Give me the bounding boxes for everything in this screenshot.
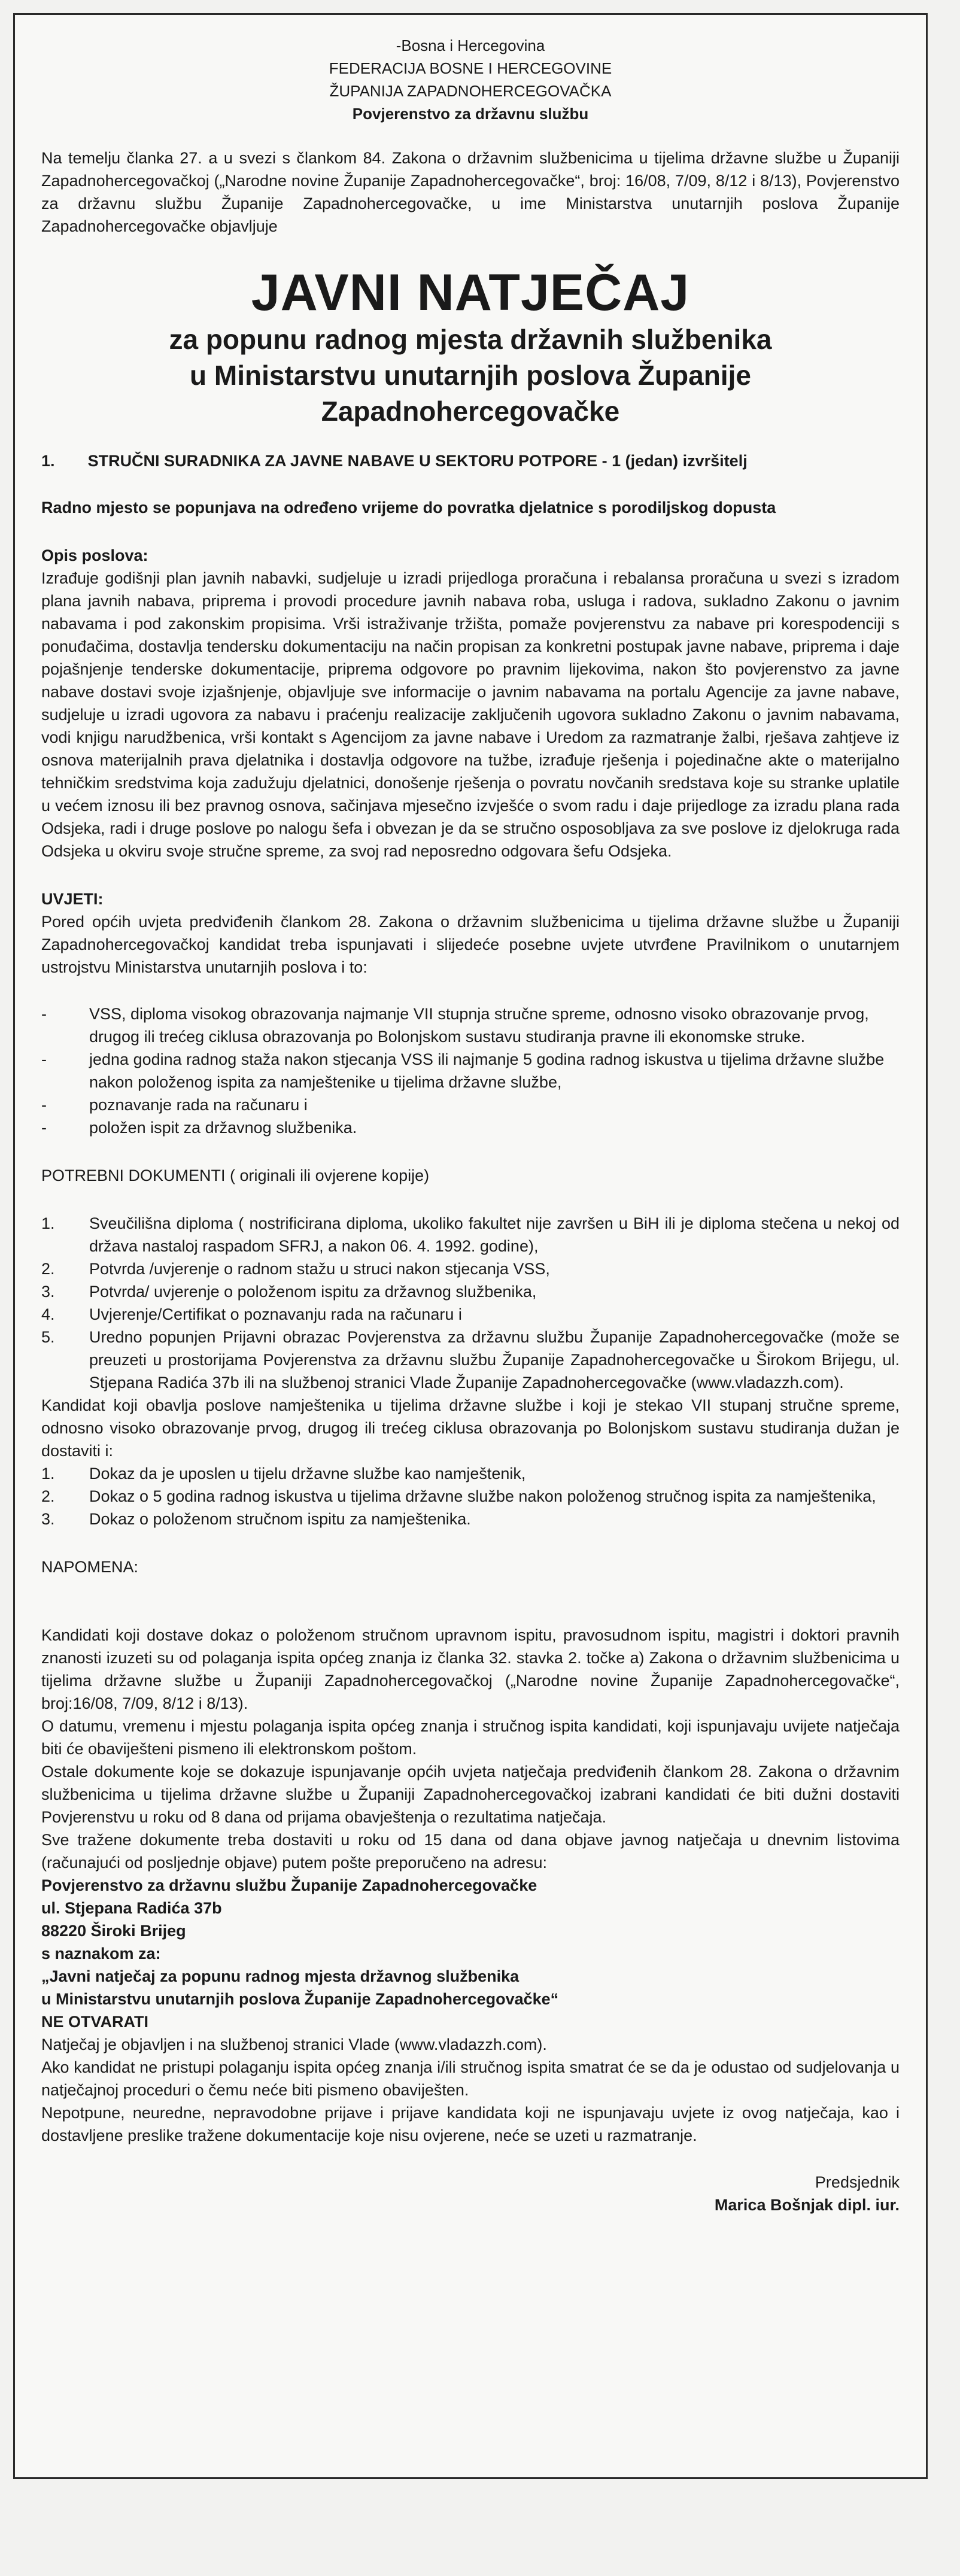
signature-role: Predsjednik <box>815 2173 900 2191</box>
header-federation: FEDERACIJA BOSNE I HERCEGOVINE <box>329 59 612 77</box>
list-item: - poznavanje rada na računaru i <box>41 1096 308 1114</box>
header-country: -Bosna i Hercegovina <box>396 37 545 54</box>
address-label: s naznakom za: <box>41 1945 161 1963</box>
address-subject-2: u Ministarstvu unutarnjih poslova Županije Zapadnohercegovačke“ <box>41 1990 559 2008</box>
list-item: - položen ispit za državnog službenika. <box>41 1119 357 1137</box>
announcement-subtitle-2: u Ministarstvu unutarnjih poslova Županije Zapadnohercegovačke <box>190 360 751 427</box>
list-item: - VSS, diploma visokog obrazovanja najmanje VII stupnja stručne spreme, odnosno visoko obrazovanje prvog, drugog ili trećeg ciklusa obrazovanja po Bolonjskom sustavu studiranja pravne ili ekonomske struke. <box>41 1005 869 1046</box>
conditions-heading: UVJETI: <box>41 890 104 908</box>
notes-paragraph-4: Sve tražene dokumente treba dostaviti u roku od 15 dana od dana objave javnog natječaja u dnevnim listovima (računajući od posljednje objave) putem pošte preporučeno na adresu: <box>41 1831 900 1872</box>
conditions-list <box>41 1003 900 1139</box>
header-commission: Povjerenstvo za državnu službu <box>352 105 589 123</box>
conditions-intro: Pored općih uvjeta predviđenih člankom 28. Zakona o državnim službenicima u tijelima državne službe u Županiji Zapadnohercegovačkoj kandidat treba ispunjavati i slijedeće posebne uvjete utvrđene Pravilnikom o unutarnjem ustrojstvu Ministarstva unutarnjih poslova i to: <box>41 913 900 976</box>
notes-paragraph-7: Nepotpune, neuredne, nepravodobne prijave i prijave kandidata koji ne ispunjavaju uvjete iz ovog natječaja, kao i dostavljene preslike tražene dokumentacije koje nisu ovjerene, neće se uzeti u razmatranje. <box>41 2104 900 2144</box>
list-item: 1. Sveučilišna diploma ( nostrificirana diploma, ukoliko fakultet nije završen u BiH ili je diploma stečena u nekoj od država nastaloj raspadom SFRJ, a nakon 06. 4. 1992. godine), <box>41 1214 900 1255</box>
header-canton: ŽUPANIJA ZAPADNOHERCEGOVAČKA <box>329 82 612 100</box>
address-street: ul. Stjepana Radića 37b <box>41 1899 222 1917</box>
fixed-term-note: Radno mjesto se popunjava na određeno vrijeme do povratka djelatnice s porodiljskog dopusta <box>41 499 776 517</box>
announcement-title: JAVNI NATJEČAJ <box>251 264 690 321</box>
intro-paragraph: Na temelju članka 27. a u svezi s člankom 84. Zakona o državnim službenicima u tijelima državne službe u Županiji Zapadnohercegovačkoj („Narodne novine Županije Zapadnohercegovačke“, broj: 16/08, 7/09, 8/12 i 8/13), Povjerenstvo za državnu službu Županije Zapadnohercegovačke, u ime Ministarstva unutarnjih poslova Županije Zapadnohercegovačke objavljuje <box>41 149 900 235</box>
duties-text: Izrađuje godišnji plan javnih nabavki, sudjeluje u izradi prijedloga proračuna i rebalansa proračuna u svezi s izradom plana javnih nabava, priprema i provodi procedure javnih nabava roba, usluga i radova, sukladno Zakonu o javnim nabavama i pod zakonskim propisima. Vrši istraživanje tržišta, pomaže povjerenstvu za nabave pri korespodenciji s ponuđačima, dostavlja tendersku dokumentaciju na način propisan za konkretni postupak javne nabave, priprema i daje pojašnjenje tenderske dokumentacije, priprema odgovore po pravnim lijekovima, nakon što povjerenstvo za javne nabave dostavi svoje izjašnjenje, objavljuje sve informacije o javnim nabavama na portalu Agencije za javne nabave, sudjeluje u izradi ugovora za nabavu i praćenju realizacije zaključenih ugovora sukladno Zakonu o javnim nabavama, vodi knjigu narudžbenica, vrši kontakt s Agencijom za javne nabave i Uredom za razmatranje žalbi, rješava zahtjeve iz osnova materijalnih prava djelatnika i dostavlja odgovore na tužbe, izrađuje rješenja i pojedinačne akte o materijalno tehničkim sredstvima koja zadužuju djelatnici, donošenje rješenja o povratu novčanih sredstava koje su stranke uplatile u većem iznosu ili bez pravnog osnova, sačinjava mjesečno izvješće o svom radu i daje prijedloge za izradu plana rada Odsjeka, radi i druge poslove po nalogu šefa i obvezan je da se stručno osposobljava za sve poslove iz djelokruga rada Odsjeka u okviru svoje stručne spreme, za svoj rad neposredno odgovara šefu Odsjeka. <box>41 569 900 860</box>
list-item: 2. Dokaz o 5 godina radnog iskustva u tijelima državne službe nakon položenog stručnog ispita za namještenika, <box>41 1487 876 1505</box>
letterhead <box>41 34 900 125</box>
signature-name: Marica Bošnjak dipl. iur. <box>714 2196 900 2214</box>
address-block <box>41 1874 900 2033</box>
list-item: 5. Uredno popunjen Prijavni obrazac Povjerenstva za državnu službu Županije Zapadnohercegovačke (može se preuzeti u prostorijama Povjerenstva za državnu službu Županije Zapadnohercegovačke u Širokom Brijegu, ul. Stjepana Radića 37b ili na službenoj stranici Vlade Županije Zapadnohercegovačke (www.vladazzh.com). <box>41 1328 900 1392</box>
notes-paragraph-3: Ostale dokumente koje se dokazuje ispunjavanje općih uvjeta natječaja predviđenih člankom 28. Zakona o državnim službenicima u tijelima državne službe u Županiji Zapadnohercegovačkoj izabrani kandidati će biti dužni dostaviti Povjerenstvu u roku od 8 dana od prijama obavještenja o rezultatima natječaja. <box>41 1763 900 1826</box>
list-item: - jedna godina radnog staža nakon stjecanja VSS ili najmanje 5 godina radnog iskustva u tijelima državne službe nakon položenog ispita za namještenike u tijelima državne službe, <box>41 1050 885 1091</box>
position-title <box>41 449 900 472</box>
notes-paragraph-6: Ako kandidat ne pristupi polaganju ispita općeg znanja i/ili stručnog ispita smatrat će se da je odustao od sudjelovanja u natječajnoj proceduri o čemu neće biti pismeno obaviješten. <box>41 2058 900 2099</box>
notes-paragraph-2: O datumu, vremenu i mjestu polaganja ispita općeg znanja i stručnog ispita kandidati, koji ispunjavaju uvijete natječaja biti će obaviješteni pismeno ili elektronskom poštom. <box>41 1717 900 1758</box>
list-item: 4. Uvjerenje/Certifikat o poznavanju rada na računaru i <box>41 1305 462 1323</box>
position-name: STRUČNI SURADNIKA ZA JAVNE NABAVE U SEKTORU POTPORE - 1 (jedan) izvršitelj <box>87 452 748 470</box>
address-city: 88220 Široki Brijeg <box>41 1922 186 1940</box>
address-recipient: Povjerenstvo za državnu službu Županije Zapadnohercegovačke <box>41 1876 537 1894</box>
list-item: 3. Dokaz o položenom stručnom ispitu za namještenika. <box>41 1510 471 1528</box>
announcement-subtitle-1: za popunu radnog mjesta državnih službenika <box>169 324 772 355</box>
notes-paragraph-5: Natječaj je objavljen i na službenoj stranici Vlade (www.vladazzh.com). <box>41 2036 547 2053</box>
notes-paragraph-1: Kandidati koji dostave dokaz o položenom stručnom upravnom ispitu, pravosudnom ispitu, magistri i doktori pravnih znanosti izuzeti su od polaganja ispita općeg znanja iz članka 32. stavka 2. točke a) Zakona o državnim službenicima u tijelima državne službe u Županiji Zapadnohercegovačkoj („Narodne novine Županije Zapadnohercegovačke“, broj:16/08, 7/09, 8/12 i 8/13). <box>41 1626 900 1712</box>
list-item: 3. Potvrda/ uvjerenje o položenom ispitu za državnog službenika, <box>41 1283 537 1301</box>
duties-heading: Opis poslova: <box>41 546 148 564</box>
documents-list <box>41 1212 900 1394</box>
address-subject-1: „Javni natječaj za popunu radnog mjesta državnog službenika <box>41 1967 520 1985</box>
list-item: 1. Dokaz da je uposlen u tijelu državne službe kao namještenik, <box>41 1465 526 1483</box>
newspaper-clipping <box>13 13 928 2479</box>
position-number: 1. <box>41 452 55 470</box>
do-not-open: NE OTVARATI <box>41 2013 148 2031</box>
signature-block <box>41 2171 900 2216</box>
extra-documents-list <box>41 1462 900 1530</box>
list-item: 2. Potvrda /uvjerenje o radnom stažu u struci nakon stjecanja VSS, <box>41 1260 550 1278</box>
documents-heading: POTREBNI DOKUMENTI ( originali ili ovjerene kopije) <box>41 1167 430 1184</box>
notes-heading: NAPOMENA: <box>41 1558 139 1576</box>
employee-extra-note: Kandidat koji obavlja poslove namještenika u tijelima državne službe i koji je stekao VII stupanj stručne spreme, odnosno visoko obrazovanje prvog, drugog ili trećeg ciklusa obrazovanja po Bolonjskom sustavu studiranja dužan je dostaviti i: <box>41 1396 900 1460</box>
